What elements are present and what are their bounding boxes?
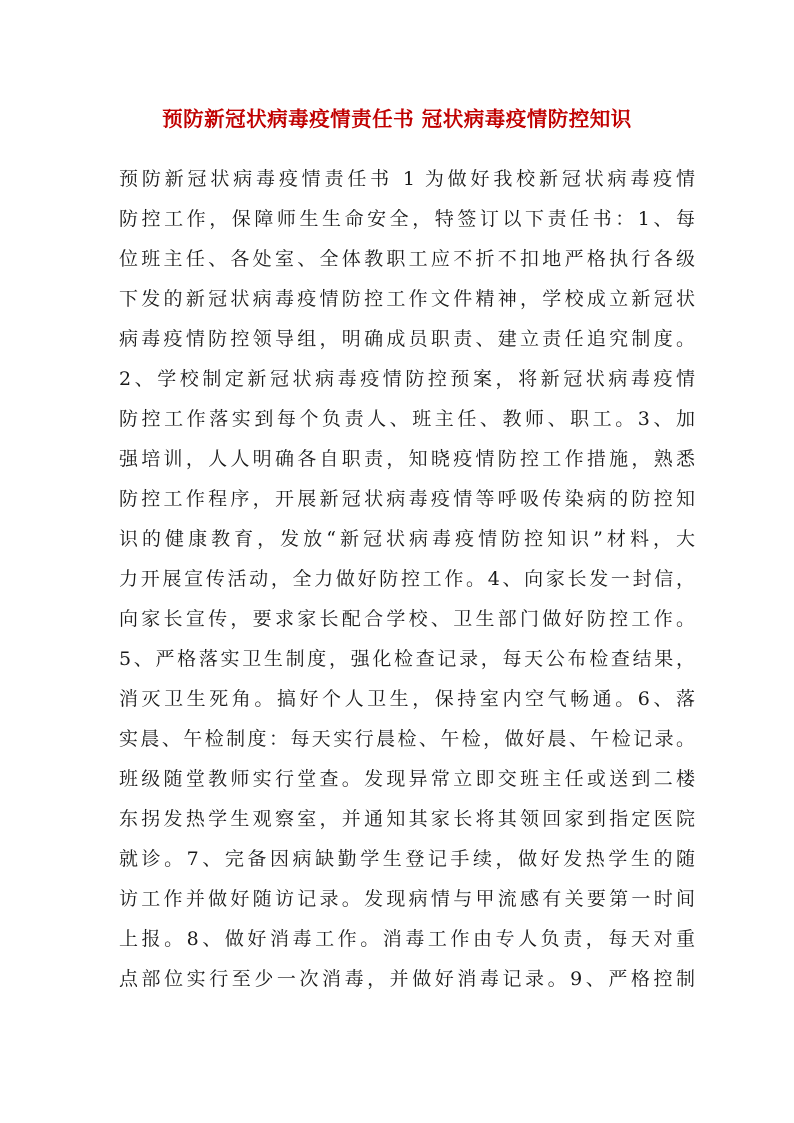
body-line: 下发的新冠状病毒疫情防控工作文件精神，学校成立新冠状 [119, 288, 695, 310]
body-line: 防控工作程序，开展新冠状病毒疫情等呼吸传染病的防控知 [119, 488, 695, 510]
body-line: 东拐发热学生观察室，并通知其家长将其领回家到指定医院 [119, 808, 695, 830]
body-line: 向家长宣传，要求家长配合学校、卫生部门做好防控工作。 [119, 608, 695, 630]
body-line: 上报。8、做好消毒工作。消毒工作由专人负责，每天对重 [119, 928, 695, 950]
body-line: 防控工作，保障师生生命安全，特签订以下责任书：1、每 [119, 208, 695, 230]
body-line: 病毒疫情防控领导组，明确成员职责、建立责任追究制度。 [119, 328, 695, 350]
body-line: 预防新冠状病毒疫情责任书 1 为做好我校新冠状病毒疫情 [119, 168, 695, 190]
body-line: 点部位实行至少一次消毒，并做好消毒记录。9、严格控制 [119, 968, 695, 990]
body-line: 实晨、午检制度：每天实行晨检、午检，做好晨、午检记录。 [119, 728, 695, 750]
body-line: 班级随堂教师实行堂查。发现异常立即交班主任或送到二楼 [119, 768, 695, 790]
body-line: 消灭卫生死角。搞好个人卫生，保持室内空气畅通。6、落 [119, 688, 695, 710]
body-line: 位班主任、各处室、全体教职工应不折不扣地严格执行各级 [119, 248, 695, 270]
document-title: 预防新冠状病毒疫情责任书 冠状病毒疫情防控知识 [162, 107, 632, 131]
body-line: 防控工作落实到每个负责人、班主任、教师、职工。3、加 [119, 408, 695, 430]
body-line: 识的健康教育，发放“新冠状病毒疫情防控知识”材料，大 [119, 528, 695, 550]
body-line: 2、学校制定新冠状病毒疫情防控预案，将新冠状病毒疫情 [119, 368, 695, 390]
body-line: 5、严格落实卫生制度，强化检查记录，每天公布检查结果， [119, 648, 695, 670]
body-line: 力开展宣传活动，全力做好防控工作。4、向家长发一封信， [119, 568, 695, 590]
document-body [119, 159, 695, 999]
body-line: 访工作并做好随访记录。发现病情与甲流感有关要第一时间 [119, 888, 695, 910]
body-line: 就诊。7、完备因病缺勤学生登记手续，做好发热学生的随 [119, 848, 695, 870]
body-line: 强培训，人人明确各自职责，知晓疫情防控工作措施，熟悉 [119, 448, 695, 470]
